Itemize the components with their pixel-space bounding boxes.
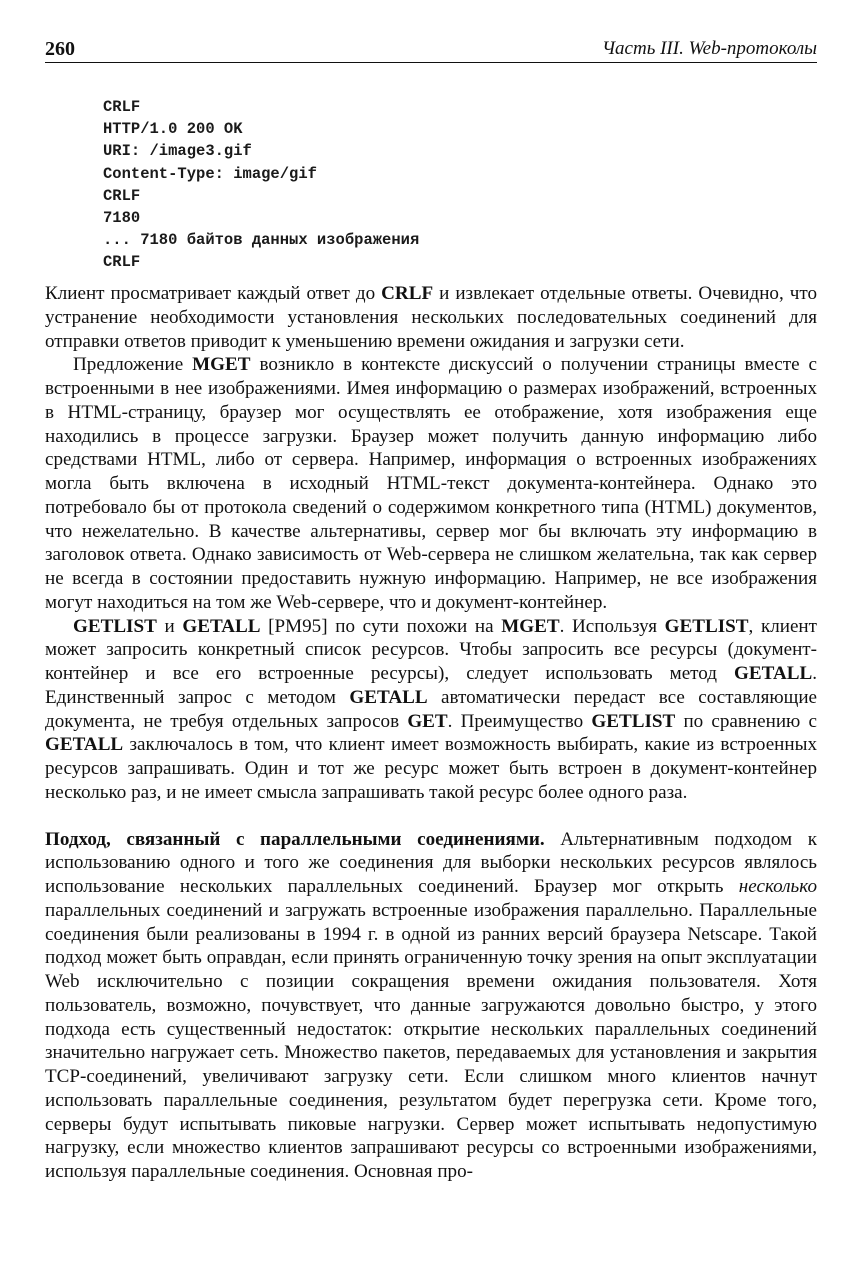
code-line: HTTP/1.0 200 OK <box>103 120 243 139</box>
text-run: [PM95] по сути похожи на <box>260 615 502 637</box>
code-line: URI: /image3.gif <box>103 142 252 161</box>
paragraph-mget <box>45 353 817 614</box>
page-header <box>45 38 817 63</box>
bold-term: GETALL <box>45 734 124 756</box>
code-line: ... 7180 байтов данных изображения <box>103 231 420 250</box>
text-run: по сравнению с <box>675 710 817 732</box>
code-line: Content-Type: image/gif <box>103 164 317 183</box>
bold-term: GETLIST <box>73 615 157 637</box>
bold-term: GETALL <box>349 686 428 708</box>
code-line: 7180 <box>103 209 141 228</box>
text-run: . Единственный запрос с методом <box>45 663 817 708</box>
text-run: параллельных соединений и загружать встроенные изображения параллельно. Параллельные соединения были реализованы в 1994 г. в одной из ранних версий браузера Netscape. Такой подход может быть оправдан, если принять ограниченную точку зрения на опыт эксплуатации Web исключительно с позиции сокращения времени ожидания пользователя. Хотя пользователь, возможно, почувствует, что данные загружаются довольно быстро, у этого подхода есть существенный недостаток: открытие нескольких параллельных соединений значительно нагружает сеть. Множество пакетов, передаваемых для установления и закрытия TCP-соединений, увеличивают загрузку сети. Если слишком много клиентов начнут использовать параллельные соединения, результатом будет перегрузка сети. Кроме того, серверы будут испытывать пиковые нагрузки. Сервер может испытывать недопустимую нагрузку, если множество клиентов запрашивают ресурсы со встроенными изображениями, используя параллельные соединения. Основная про- <box>45 899 817 1182</box>
paragraph-parallel-connections <box>45 828 817 1184</box>
paragraph-crlf-parsing <box>45 282 817 353</box>
code-line: CRLF <box>103 186 141 205</box>
text-run: возникло в контексте дискуссий о получении страницы вместе с встроенными в нее изображениями. Имея информацию о размерах изображений, встроенных в HTML-страницу, браузер мог осуществлять ее отображение, хотя изображения еще находились в процессе загрузки. Браузер может получить данную информацию либо средствами HTML, либо от сервера. Например, информация о встроенных изображениях могла быть включена в исходный HTML-текст документа-контейнера. Однако это потребовало бы от протокола сведений о содержимом конкретного типа (HTML) документов, что нежелательно. В качестве альтернативы, сервер мог бы включать эту информацию в заголовок ответа. Однако зависимость от Web-сервера не слишком желательна, так как сервер не всегда в состоянии предоставить нужную информацию. Например, не все изображения могут находиться на том же Web-сервере, что и документ-контейнер. <box>45 354 817 613</box>
text-run: . Используя <box>559 615 665 637</box>
bold-term: MGET <box>501 615 560 637</box>
italic-term: несколько <box>738 876 817 897</box>
body-text <box>45 282 817 1184</box>
text-run: Предложение <box>73 354 193 376</box>
bold-term: MGET <box>192 354 251 376</box>
text-run: заключалось в том, что клиент имеет возможность выбирать, какие из встроенных ресурсов запрашивать. Один и тот же ресурс может быть встроен в документ-контейнер несколько раз, и не имеет смысла запрашивать такой ресурс более одного раза. <box>45 734 817 803</box>
text-run: Клиент просматривает каждый ответ до <box>45 283 382 304</box>
bold-term: CRLF <box>381 283 434 304</box>
running-head: Часть III. Web-протоколы <box>601 38 817 59</box>
bold-term: GETLIST <box>664 615 749 637</box>
paragraph-getlist-getall <box>45 615 817 805</box>
text-run: Альтернативным подходом к использованию одного и того же соединения для выборки нескольких ресурсов являлось использование нескольких параллельных соединений. Браузер мог открыть <box>45 828 817 897</box>
section-run-in-heading: Подход, связанный с параллельными соединениями. <box>45 828 545 850</box>
text-run: и <box>156 615 183 637</box>
code-listing <box>103 96 419 274</box>
bold-term: GETLIST <box>591 710 676 732</box>
bold-term: GET <box>407 710 448 732</box>
bold-term: GETALL <box>734 663 813 684</box>
bold-term: GETALL <box>182 615 261 637</box>
text-run: автоматически передаст все составляющие документа, не требуя отдельных запросов <box>45 686 818 732</box>
book-page <box>45 0 817 1262</box>
text-run: и извлекает отдельные ответы. Очевидно, что устранение необходимости установления нескольких последовательных соединений для отправки ответов приводит к уменьшению времени ожидания и загрузки сети. <box>45 283 817 352</box>
code-line: CRLF <box>103 98 141 116</box>
text-run: . Преимущество <box>447 710 592 732</box>
page-number: 260 <box>45 38 75 60</box>
text-run: , клиент может запросить конкретный список ресурсов. Чтобы запросить все ресурсы (документ-контейнер и все его встроенные ресурсы), следует использовать метод <box>45 615 817 684</box>
code-line: CRLF <box>103 253 141 272</box>
